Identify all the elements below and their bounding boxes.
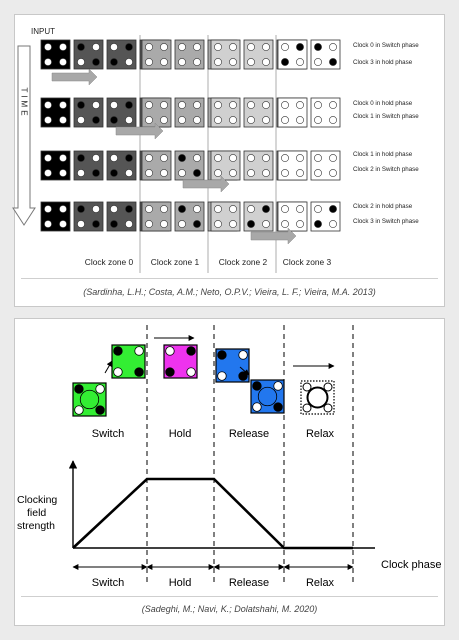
input-cell [41,98,70,127]
cell-row-1 [41,98,340,127]
cell-row-2 [41,151,340,180]
bottom-figure-panel [14,318,445,626]
qca-cell [107,40,136,69]
clock-zone-label: Clock zone 2 [218,257,268,267]
qca-cell [74,40,103,69]
qca-cell [107,98,136,127]
bottom-caption: (Sadeghi, M.; Navi, K.; Dolatshahi, M. 2020) [141,604,318,614]
qca-cell [211,151,240,180]
qca-cell [142,151,171,180]
phase-bar-label-hold: Hold [168,577,192,589]
qca-cell [311,40,340,69]
phase-note: Clock 0 in hold phase [353,100,413,107]
hold-cell [164,345,197,378]
time-arrow [13,46,35,225]
qca-cell [311,151,340,180]
qca-clock-zone-diagram [15,15,446,308]
top-figure-panel [14,14,445,307]
top-caption: (Sardinha, L.H.; Costa, A.M.; Neto, O.P.V.; Vieira, L. F.; Vieira, M.A. 2013) [83,287,376,297]
y-axis-label-line-1: Clocking [17,494,58,506]
qca-cell [142,98,171,127]
qca-cell [74,202,103,231]
caption-divider [21,278,438,279]
phase-note: Clock 1 in Switch phase [353,113,419,120]
input-cell [41,202,70,231]
qca-cell [311,202,340,231]
phase-bar-label-release: Release [228,577,270,589]
clock-zone-label: Clock zone 3 [282,257,332,267]
caption-divider [21,596,438,597]
input-cell [41,151,70,180]
qca-cell [211,98,240,127]
phase-bar-label-relax: Relax [305,577,335,589]
phase-note: Clock 1 in hold phase [353,151,413,158]
qca-cell [278,202,307,231]
phase-note: Clock 2 in Switch phase [353,166,419,173]
phase-label-release: Release [228,428,270,440]
y-axis-label-line-2: field [27,507,47,519]
propagation-arrow [52,69,97,85]
switch-cell-high [112,345,145,378]
qca-cell [311,98,340,127]
qca-cell [107,202,136,231]
switch-rise-arrow [105,361,112,373]
phase-note: Clock 2 in hold phase [353,203,413,210]
release-cell-high [216,349,249,382]
qca-cell [175,151,204,180]
qca-cell [244,202,273,231]
input-label: INPUT [31,27,55,36]
phase-note: Clock 3 in Switch phase [353,218,419,225]
qca-cell [244,40,273,69]
qca-cell [74,98,103,127]
qca-cell [175,202,204,231]
relax-cell [301,381,334,414]
qca-cell [211,202,240,231]
clock-zone-label: Clock zone 0 [84,257,134,267]
input-cell [41,40,70,69]
qca-cell [175,98,204,127]
phase-note: Clock 0 in Switch phase [353,42,419,49]
qca-cell [142,202,171,231]
phase-note: Clock 3 in hold phase [353,59,413,66]
phase-label-hold: Hold [168,428,192,440]
qca-cell [142,40,171,69]
y-axis-label-line-3: strength [17,520,55,532]
cell-row-0 [41,40,340,69]
switch-cell-low [73,383,106,416]
clock-zone-label: Clock zone 1 [150,257,200,267]
cell-row-3 [41,202,340,231]
phase-label-relax: Relax [305,428,335,440]
phase-label-switch: Switch [91,428,125,440]
qca-cell [107,151,136,180]
qca-cell [244,151,273,180]
qca-cell [278,151,307,180]
qca-cell [175,40,204,69]
x-axis-label: Clock phase [381,559,442,571]
release-cell-low [251,380,284,413]
qca-cell [244,98,273,127]
clock-phase-diagram [15,319,446,627]
qca-cell [74,151,103,180]
qca-cell [211,40,240,69]
time-label: TIME [19,87,29,119]
qca-cell [278,40,307,69]
field-strength-curve [73,479,353,548]
qca-cell [278,98,307,127]
phase-bar-label-switch: Switch [91,577,125,589]
